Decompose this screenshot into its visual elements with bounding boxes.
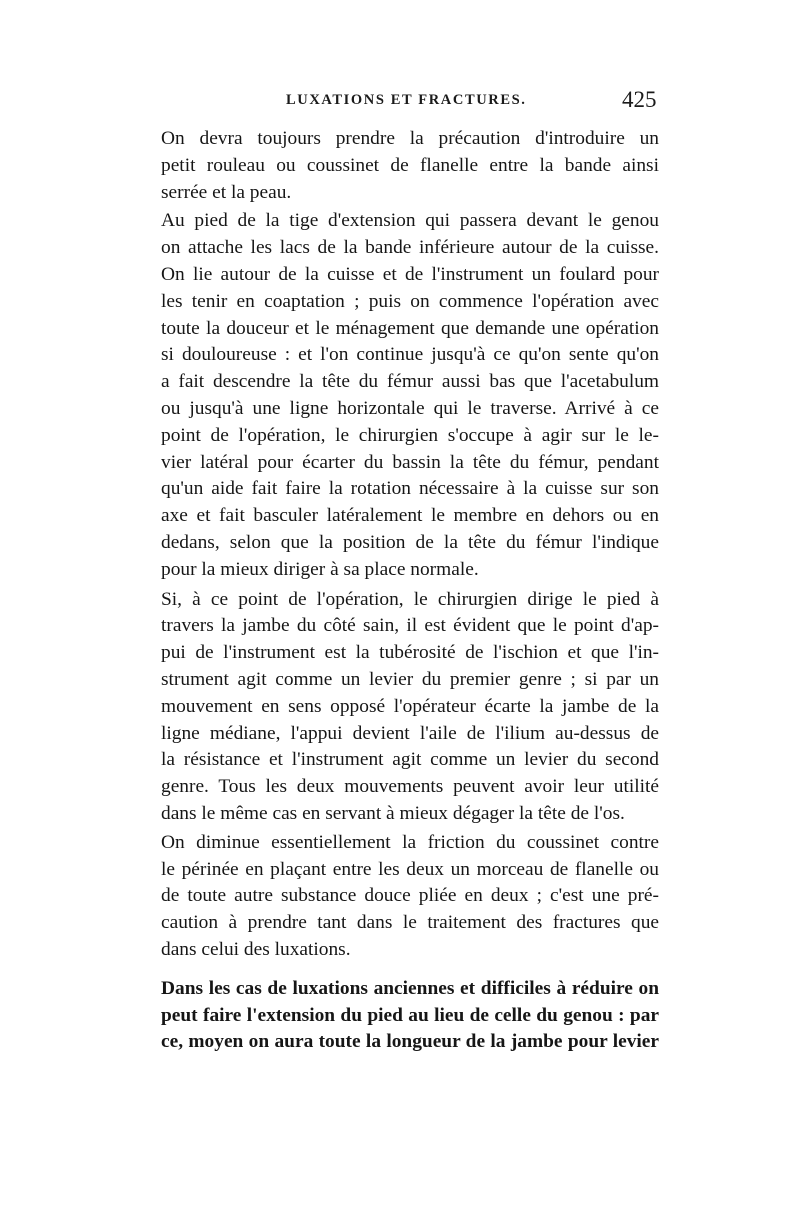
text-line: vier latéral pour écarter du bassin la tête du fémur, pendant — [161, 451, 659, 473]
running-title: LUXATIONS ET FRACTURES. — [286, 92, 527, 108]
text-line: dans le même cas en servant à mieux dégager la tête de l'os. — [161, 802, 625, 824]
page-number: 425 — [622, 87, 657, 112]
paragraph-1 — [143, 126, 659, 206]
text-line: qu'un aide fait faire la rotation nécessaire à la cuisse sur son — [161, 478, 659, 500]
text-line: Au pied de la tige d'extension qui passera devant le genou — [161, 210, 659, 232]
text-line: point de l'opération, le chirurgien s'occupe à agir sur le le- — [161, 424, 659, 446]
text-line: mouvement en sens opposé l'opérateur écarte la jambe de la — [161, 695, 659, 717]
text-line: la résistance et l'instrument agit comme un levier du second — [161, 749, 659, 771]
text-line: genre. Tous les deux mouvements peuvent avoir leur utilité — [161, 776, 659, 798]
paragraph-5 — [143, 976, 659, 1056]
text-line: a fait descendre la tête du fémur aussi bas que l'acetabulum — [161, 371, 659, 393]
text-line: Dans les cas de luxations anciennes et difficiles à réduire on — [161, 977, 659, 999]
text-line: pour la mieux diriger à sa place normale. — [161, 558, 479, 580]
text-line: ligne médiane, l'appui devient l'aile de l'ilium au-dessus de — [161, 722, 659, 744]
body-text — [143, 126, 659, 1056]
text-line: toute la douceur et le ménagement que demande une opération — [161, 317, 659, 339]
text-line: On diminue essentiellement la friction du coussinet contre — [161, 831, 659, 853]
paragraph-4 — [143, 830, 659, 964]
text-line: pui de l'instrument est la tubérosité de l'ischion et que l'in- — [161, 642, 659, 664]
text-line: On lie autour de la cuisse et de l'instrument un foulard pour — [161, 263, 659, 285]
text-line: caution à prendre tant dans le traitement des fractures que — [161, 912, 659, 934]
text-line: On devra toujours prendre la précaution d'introduire un — [161, 128, 659, 149]
text-line: axe et fait basculer latéralement le membre en dehors ou en — [161, 505, 659, 527]
text-line: petit rouleau ou coussinet de flanelle entre la bande ainsi — [161, 154, 659, 176]
text-line: le périnée en plaçant entre les deux un morceau de flanelle ou — [161, 858, 659, 880]
text-line: si douloureuse : et l'on continue jusqu'à ce qu'on sente qu'on — [161, 344, 659, 366]
text-line: on attache les lacs de la bande inférieure autour de la cuisse. — [161, 237, 659, 259]
text-line: strument agit comme un levier du premier genre ; si par un — [161, 668, 659, 690]
text-line: peut faire l'extension du pied au lieu de celle du genou : par — [161, 1004, 659, 1026]
text-line: ou jusqu'à une ligne horizontale qui le traverse. Arrivé à ce — [161, 397, 659, 419]
text-line: ce, moyen on aura toute la longueur de la jambe pour levier — [161, 1031, 659, 1053]
text-line: travers la jambe du côté sain, il est évident que le point d'ap- — [161, 615, 659, 637]
text-line: dans celui des luxations. — [161, 938, 351, 960]
text-line: dedans, selon que la position de la tête du fémur l'indique — [161, 531, 659, 553]
running-head — [0, 87, 800, 122]
text-line: les tenir en coaptation ; puis on commence l'opération avec — [161, 290, 659, 312]
paragraph-2 — [143, 208, 659, 583]
text-line: Si, à ce point de l'opération, le chirurgien dirige le pied à — [161, 588, 659, 610]
text-line: serrée et la peau. — [161, 181, 292, 203]
text-line: de toute autre substance douce pliée en deux ; c'est une pré- — [161, 885, 659, 907]
paragraph-3 — [143, 587, 659, 828]
